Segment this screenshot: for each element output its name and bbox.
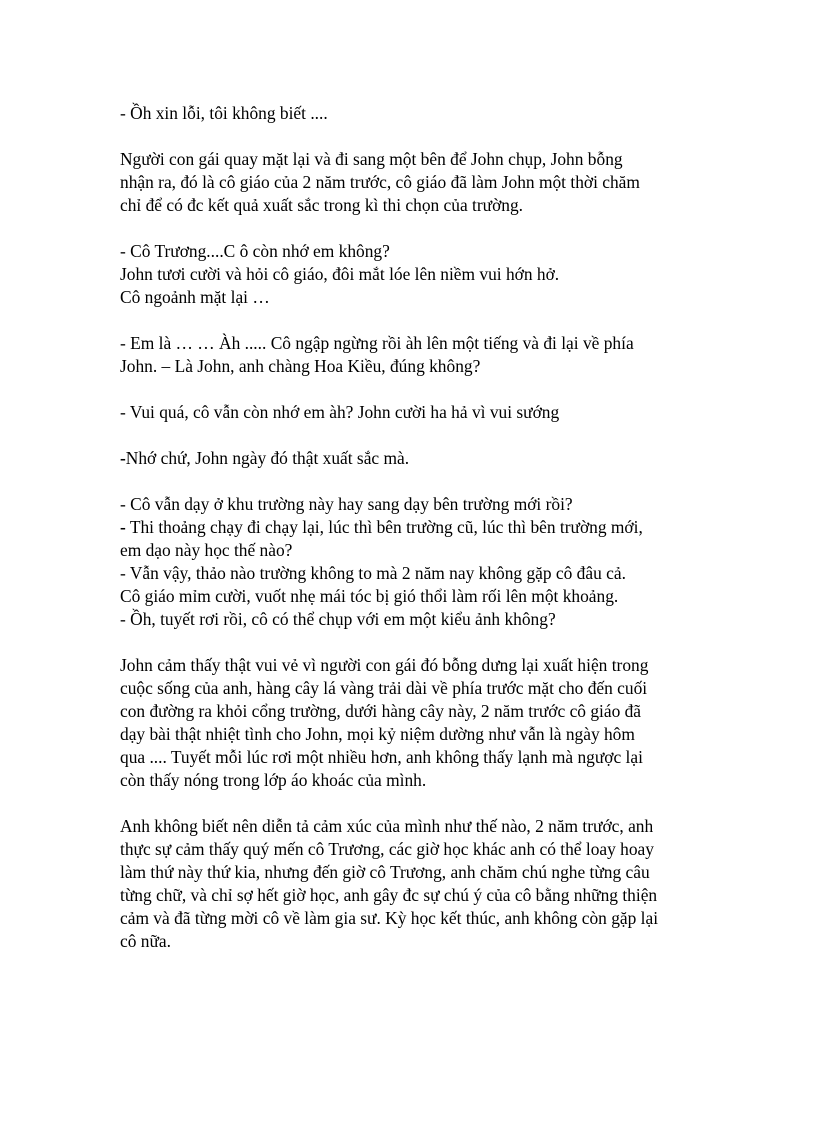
text-line: nhận ra, đó là cô giáo của 2 năm trước, cô giáo đã làm John một thời chăm <box>120 172 640 192</box>
document-body <box>120 102 710 976</box>
text-line: em dạo này học thế nào? <box>120 540 293 560</box>
text-line: - Cô vẫn dạy ở khu trường này hay sang dạy bên trường mới rồi? <box>120 494 573 514</box>
text-line: con đường ra khỏi cổng trường, dưới hàng cây này, 2 năm trước cô giáo đã <box>120 701 642 721</box>
text-line: dạy bài thật nhiệt tình cho John, mọi kỷ niệm dường như vẫn là ngày hôm <box>120 724 635 744</box>
text-line: - Vui quá, cô vẫn còn nhớ em àh? John cười ha hả vì vui sướng <box>120 402 560 422</box>
paragraph-1 <box>120 102 710 125</box>
text-line: John cảm thấy thật vui vẻ vì người con gái đó bỗng dưng lại xuất hiện trong <box>120 655 649 675</box>
text-line: Anh không biết nên diễn tả cảm xúc của mình như thế nào, 2 năm trước, anh <box>120 816 654 836</box>
text-line: làm thứ này thứ kia, nhưng đến giờ cô Trương, anh chăm chú nghe từng câu <box>120 862 650 882</box>
text-line: cảm và đã từng mời cô về làm gia sư. Kỳ học kết thúc, anh không còn gặp lại <box>120 908 659 928</box>
text-line: Người con gái quay mặt lại và đi sang một bên để John chụp, John bỗng <box>120 149 623 169</box>
paragraph-7 <box>120 493 710 631</box>
text-line: cô nữa. <box>120 931 171 951</box>
text-line: - Em là … … Àh ..... Cô ngập ngừng rồi àh lên một tiếng và đi lại về phía <box>120 333 634 353</box>
bold-dash: - <box>120 448 126 468</box>
line-text: Nhớ chứ, John ngày đó thật xuất sắc mà. <box>125 448 410 468</box>
text-line: từng chữ, và chỉ sợ hết giờ học, anh gây đc sự chú ý của cô bằng những thiện <box>120 885 658 905</box>
paragraph-9 <box>120 815 710 953</box>
paragraph-2 <box>120 148 710 217</box>
text-line: - Vẫn vậy, thảo nào trường không to mà 2 năm nay không gặp cô đâu cả. <box>120 563 626 583</box>
text-line: Cô giáo mỉm cười, vuốt nhẹ mái tóc bị gió thổi làm rối lên một khoảng. <box>120 586 619 606</box>
text-line: - Ồh xin lỗi, tôi không biết .... <box>120 103 328 123</box>
text-line <box>120 447 710 470</box>
text-line: cuộc sống của anh, hàng cây lá vàng trải dài về phía trước mặt cho đến cuối <box>120 678 648 698</box>
paragraph-5 <box>120 401 710 424</box>
bold-dash: - <box>120 517 126 537</box>
text-line: còn thấy nóng trong lớp áo khoác của mình. <box>120 770 427 790</box>
paragraph-3 <box>120 240 710 309</box>
text-line: - Cô Trương....C ô còn nhớ em không? <box>120 241 390 261</box>
paragraph-8 <box>120 654 710 792</box>
text-line: John tươi cười và hỏi cô giáo, đôi mắt lóe lên niềm vui hớn hở. <box>120 264 560 284</box>
text-line: thực sự cảm thấy quý mến cô Trương, các giờ học khác anh có thể loay hoay <box>120 839 654 859</box>
text-line: chỉ để có đc kết quả xuất sắc trong kì thi chọn của trường. <box>120 195 524 215</box>
text-line: John. – Là John, anh chàng Hoa Kiều, đúng không? <box>120 356 481 376</box>
text-line: - Ồh, tuyết rơi rồi, cô có thể chụp với em một kiểu ảnh không? <box>120 609 556 629</box>
paragraph-4 <box>120 332 710 378</box>
line-text: Thi thoảng chạy đi chạy lại, lúc thì bên trường cũ, lúc thì bên trường mới, <box>125 517 643 537</box>
text-line <box>120 516 710 539</box>
text-line: qua .... Tuyết mỗi lúc rơi một nhiều hơn, anh không thấy lạnh mà ngược lại <box>120 747 643 767</box>
paragraph-6 <box>120 447 710 470</box>
text-line: Cô ngoảnh mặt lại … <box>120 287 270 307</box>
